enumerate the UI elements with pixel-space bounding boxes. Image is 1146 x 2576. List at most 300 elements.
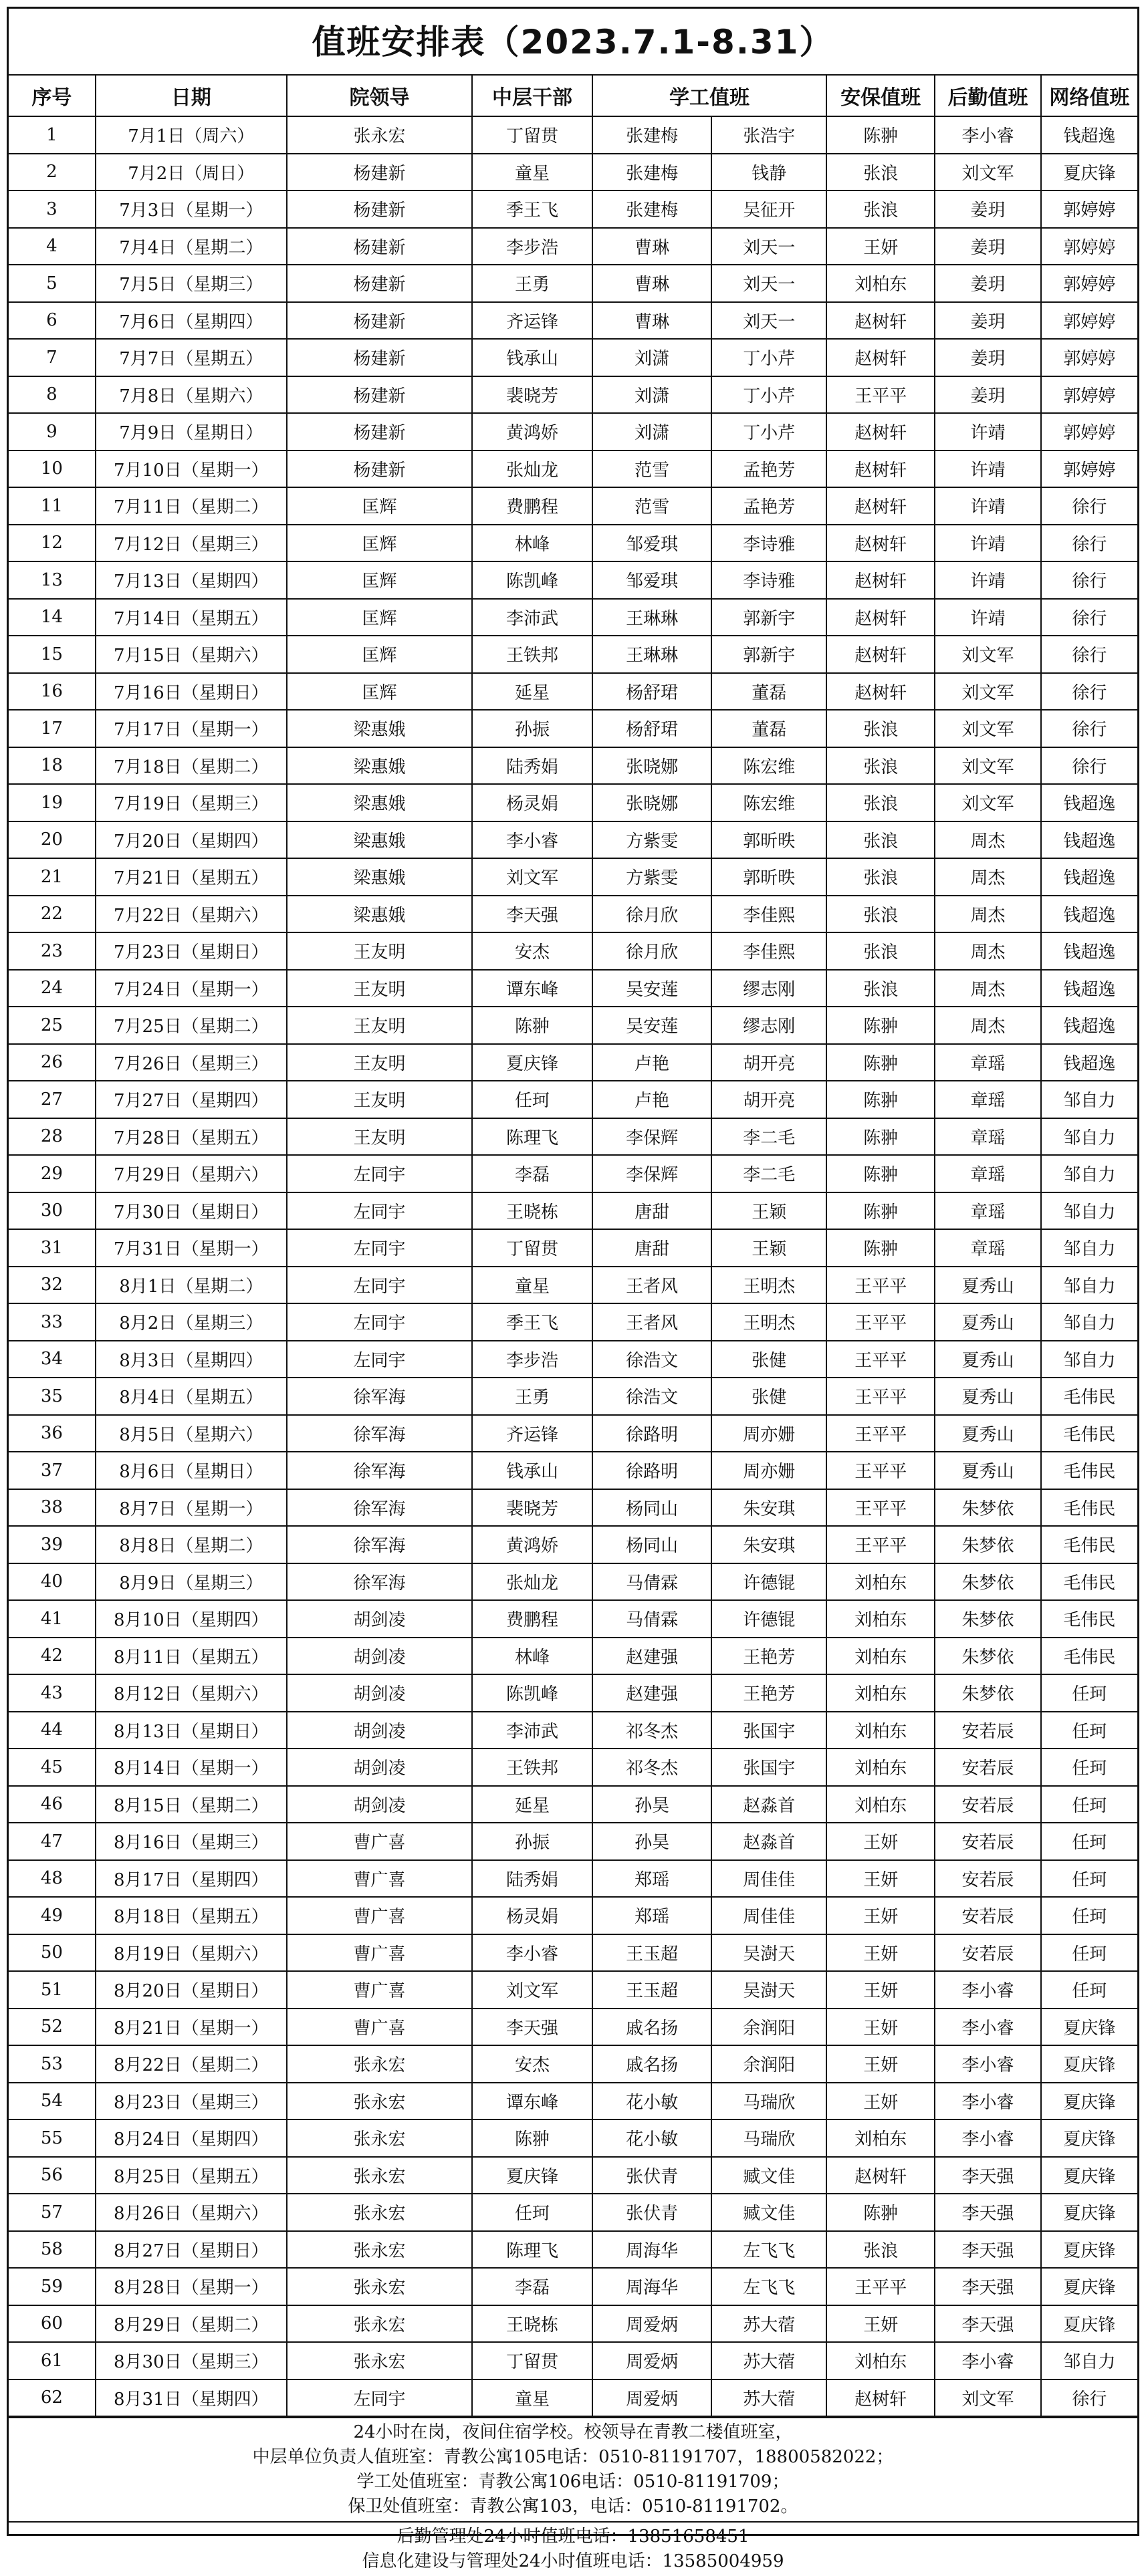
- cell-student-duty-1: 杨舒珺: [592, 710, 712, 747]
- table-row: [9, 2083, 1137, 2120]
- cell-logistics: 李小睿: [935, 2083, 1041, 2120]
- cell-student-duty-2: 臧文佳: [711, 2157, 826, 2194]
- cell-date: 7月6日（星期四）: [96, 302, 287, 340]
- cell-security: 王平平: [826, 1267, 935, 1304]
- cell-date: 7月27日（星期四）: [96, 1081, 287, 1118]
- cell-middle-cadre: 丁留贯: [472, 1229, 592, 1267]
- cell-student-duty-1: 戚名扬: [592, 2045, 712, 2083]
- cell-index: 58: [9, 2231, 96, 2269]
- cell-security: 刘柏东: [826, 2342, 935, 2379]
- cell-student-duty-1: 张建梅: [592, 190, 712, 228]
- cell-index: 60: [9, 2305, 96, 2343]
- cell-college-leader: 左同宇: [287, 1229, 472, 1267]
- cell-security: 王平平: [826, 2268, 935, 2305]
- cell-logistics: 李天强: [935, 2268, 1041, 2305]
- cell-college-leader: 张永宏: [287, 2268, 472, 2305]
- cell-network: 毛伟民: [1041, 1489, 1137, 1527]
- cell-college-leader: 张永宏: [287, 2342, 472, 2379]
- cell-student-duty-1: 周海华: [592, 2231, 712, 2269]
- cell-logistics: 安若辰: [935, 1860, 1041, 1898]
- cell-student-duty-1: 王者风: [592, 1303, 712, 1341]
- cell-middle-cadre: 陈翀: [472, 1007, 592, 1044]
- cell-index: 30: [9, 1192, 96, 1230]
- cell-security: 张浪: [826, 821, 935, 859]
- note-line: 后勤管理处24小时值班电话：13851658451: [396, 2527, 750, 2547]
- cell-student-duty-1: 李保辉: [592, 1155, 712, 1192]
- cell-security: 陈翀: [826, 2194, 935, 2231]
- cell-student-duty-2: 郭新宇: [711, 636, 826, 673]
- cell-logistics: 刘文军: [935, 2379, 1041, 2417]
- cell-index: 62: [9, 2379, 96, 2417]
- cell-student-duty-1: 杨舒珺: [592, 673, 712, 711]
- cell-college-leader: 胡剑凌: [287, 1712, 472, 1749]
- cell-middle-cadre: 张灿龙: [472, 450, 592, 488]
- table-row: [9, 1786, 1137, 1823]
- cell-student-duty-1: 王琳琳: [592, 599, 712, 636]
- cell-network: 毛伟民: [1041, 1415, 1137, 1452]
- table-row: [9, 116, 1137, 154]
- cell-student-duty-1: 郑瑶: [592, 1897, 712, 1934]
- cell-network: 邹自力: [1041, 1303, 1137, 1341]
- table-row: [9, 2268, 1137, 2305]
- cell-student-duty-2: 赵淼首: [711, 1823, 826, 1860]
- table-row: [9, 1452, 1137, 1489]
- cell-student-duty-2: 孟艳芳: [711, 450, 826, 488]
- cell-college-leader: 张永宏: [287, 116, 472, 154]
- cell-date: 8月20日（星期日）: [96, 1971, 287, 2009]
- cell-logistics: 李天强: [935, 2157, 1041, 2194]
- cell-student-duty-1: 马倩霖: [592, 1600, 712, 1638]
- cell-college-leader: 杨建新: [287, 302, 472, 340]
- cell-logistics: 安若辰: [935, 1934, 1041, 1972]
- cell-middle-cadre: 杨灵娟: [472, 784, 592, 821]
- cell-security: 刘柏东: [826, 1786, 935, 1823]
- cell-security: 陈翀: [826, 1192, 935, 1230]
- cell-date: 8月1日（星期二）: [96, 1267, 287, 1304]
- cell-college-leader: 杨建新: [287, 265, 472, 302]
- table-row: [9, 1934, 1137, 1972]
- cell-index: 38: [9, 1489, 96, 1527]
- cell-security: 赵树轩: [826, 636, 935, 673]
- cell-security: 王妍: [826, 2045, 935, 2083]
- cell-network: 钱超逸: [1041, 932, 1137, 970]
- cell-student-duty-2: 郭昕昳: [711, 858, 826, 896]
- cell-middle-cadre: 谭东峰: [472, 2083, 592, 2120]
- cell-logistics: 夏秀山: [935, 1378, 1041, 1415]
- cell-student-duty-1: 方紫雯: [592, 858, 712, 896]
- cell-college-leader: 杨建新: [287, 339, 472, 376]
- cell-index: 19: [9, 784, 96, 821]
- cell-logistics: 李小睿: [935, 2342, 1041, 2379]
- cell-college-leader: 梁惠娥: [287, 896, 472, 933]
- cell-index: 56: [9, 2157, 96, 2194]
- cell-security: 刘柏东: [826, 1638, 935, 1675]
- cell-logistics: 周杰: [935, 970, 1041, 1007]
- cell-student-duty-2: 吴澍天: [711, 1971, 826, 2009]
- cell-date: 8月10日（星期四）: [96, 1600, 287, 1638]
- cell-security: 陈翀: [826, 116, 935, 154]
- cell-college-leader: 徐军海: [287, 1526, 472, 1563]
- cell-date: 7月17日（星期一）: [96, 710, 287, 747]
- cell-logistics: 李天强: [935, 2231, 1041, 2269]
- cell-index: 55: [9, 2119, 96, 2157]
- cell-logistics: 刘文军: [935, 747, 1041, 785]
- cell-date: 8月22日（星期二）: [96, 2045, 287, 2083]
- cell-logistics: 朱梦依: [935, 1563, 1041, 1601]
- cell-student-duty-1: 曹琳: [592, 228, 712, 265]
- duty-table: [9, 76, 1137, 2417]
- cell-middle-cadre: 王晓栋: [472, 2305, 592, 2343]
- cell-student-duty-1: 徐路明: [592, 1452, 712, 1489]
- cell-college-leader: 左同宇: [287, 2379, 472, 2417]
- cell-student-duty-1: 祁冬杰: [592, 1712, 712, 1749]
- cell-date: 8月13日（星期日）: [96, 1712, 287, 1749]
- cell-logistics: 李天强: [935, 2305, 1041, 2343]
- cell-student-duty-2: 马瑞欣: [711, 2083, 826, 2120]
- cell-date: 7月11日（星期二）: [96, 487, 287, 525]
- cell-middle-cadre: 齐运锋: [472, 302, 592, 340]
- cell-middle-cadre: 王勇: [472, 265, 592, 302]
- cell-index: 1: [9, 116, 96, 154]
- cell-college-leader: 杨建新: [287, 413, 472, 450]
- table-row: [9, 302, 1137, 340]
- cell-college-leader: 胡剑凌: [287, 1638, 472, 1675]
- cell-date: 8月14日（星期一）: [96, 1749, 287, 1786]
- cell-logistics: 刘文军: [935, 784, 1041, 821]
- cell-student-duty-2: 王明杰: [711, 1303, 826, 1341]
- cell-college-leader: 梁惠娥: [287, 710, 472, 747]
- cell-date: 7月14日（星期五）: [96, 599, 287, 636]
- table-row: [9, 487, 1137, 525]
- cell-index: 40: [9, 1563, 96, 1601]
- table-row: [9, 154, 1137, 191]
- cell-college-leader: 曹广喜: [287, 1934, 472, 1972]
- cell-date: 7月5日（星期三）: [96, 265, 287, 302]
- cell-logistics: 安若辰: [935, 1786, 1041, 1823]
- header-logistics: 后勤值班: [935, 76, 1041, 116]
- table-row: [9, 1638, 1137, 1675]
- cell-network: 夏庆锋: [1041, 2009, 1137, 2046]
- cell-date: 7月13日（星期四）: [96, 561, 287, 599]
- cell-college-leader: 匡辉: [287, 561, 472, 599]
- cell-date: 8月3日（星期四）: [96, 1341, 287, 1378]
- cell-student-duty-2: 王艳芳: [711, 1638, 826, 1675]
- table-row: [9, 2231, 1137, 2269]
- cell-date: 7月25日（星期二）: [96, 1007, 287, 1044]
- cell-network: 钱超逸: [1041, 821, 1137, 859]
- cell-security: 赵树轩: [826, 450, 935, 488]
- cell-network: 任珂: [1041, 1860, 1137, 1898]
- cell-date: 8月17日（星期四）: [96, 1860, 287, 1898]
- table-row: [9, 190, 1137, 228]
- notes-section: [9, 2417, 1137, 2576]
- cell-student-duty-1: 卢艳: [592, 1044, 712, 1081]
- cell-date: 7月1日（周六）: [96, 116, 287, 154]
- cell-security: 刘柏东: [826, 1712, 935, 1749]
- cell-student-duty-1: 杨同山: [592, 1489, 712, 1527]
- cell-student-duty-2: 王颖: [711, 1229, 826, 1267]
- table-row: [9, 970, 1137, 1007]
- cell-middle-cadre: 裴晓芳: [472, 1489, 592, 1527]
- cell-middle-cadre: 童星: [472, 2379, 592, 2417]
- cell-student-duty-1: 徐月欣: [592, 932, 712, 970]
- cell-student-duty-1: 周爱炳: [592, 2342, 712, 2379]
- table-row: [9, 710, 1137, 747]
- cell-date: 7月12日（星期三）: [96, 525, 287, 562]
- cell-middle-cadre: 黄鸿娇: [472, 413, 592, 450]
- cell-date: 7月7日（星期五）: [96, 339, 287, 376]
- cell-index: 11: [9, 487, 96, 525]
- cell-security: 张浪: [826, 932, 935, 970]
- cell-index: 2: [9, 154, 96, 191]
- cell-index: 31: [9, 1229, 96, 1267]
- cell-date: 8月27日（星期日）: [96, 2231, 287, 2269]
- cell-student-duty-1: 戚名扬: [592, 2009, 712, 2046]
- cell-security: 赵树轩: [826, 599, 935, 636]
- cell-security: 张浪: [826, 154, 935, 191]
- cell-index: 17: [9, 710, 96, 747]
- cell-student-duty-1: 花小敏: [592, 2119, 712, 2157]
- cell-college-leader: 张永宏: [287, 2305, 472, 2343]
- cell-date: 8月21日（星期一）: [96, 2009, 287, 2046]
- cell-logistics: 姜玥: [935, 339, 1041, 376]
- cell-security: 王妍: [826, 2305, 935, 2343]
- cell-logistics: 朱梦依: [935, 1526, 1041, 1563]
- cell-date: 8月29日（星期二）: [96, 2305, 287, 2343]
- cell-middle-cadre: 王铁邦: [472, 636, 592, 673]
- cell-date: 7月16日（星期日）: [96, 673, 287, 711]
- table-row: [9, 265, 1137, 302]
- cell-security: 张浪: [826, 970, 935, 1007]
- cell-student-duty-2: 丁小芹: [711, 413, 826, 450]
- cell-network: 夏庆锋: [1041, 2119, 1137, 2157]
- cell-security: 刘柏东: [826, 1674, 935, 1712]
- cell-college-leader: 徐军海: [287, 1415, 472, 1452]
- cell-college-leader: 徐军海: [287, 1489, 472, 1527]
- cell-security: 张浪: [826, 784, 935, 821]
- cell-student-duty-2: 钱静: [711, 154, 826, 191]
- cell-middle-cadre: 王勇: [472, 1378, 592, 1415]
- cell-logistics: 章瑶: [935, 1229, 1041, 1267]
- cell-middle-cadre: 王晓栋: [472, 1192, 592, 1230]
- cell-security: 赵树轩: [826, 302, 935, 340]
- cell-index: 13: [9, 561, 96, 599]
- table-row: [9, 2119, 1137, 2157]
- cell-logistics: 朱梦依: [935, 1600, 1041, 1638]
- cell-logistics: 朱梦依: [935, 1638, 1041, 1675]
- cell-logistics: 周杰: [935, 821, 1041, 859]
- table-row: [9, 228, 1137, 265]
- cell-student-duty-2: 刘天一: [711, 228, 826, 265]
- cell-network: 任珂: [1041, 1823, 1137, 1860]
- cell-network: 徐行: [1041, 599, 1137, 636]
- table-row: [9, 376, 1137, 414]
- cell-security: 赵树轩: [826, 339, 935, 376]
- cell-network: 徐行: [1041, 673, 1137, 711]
- cell-network: 钱超逸: [1041, 1007, 1137, 1044]
- cell-security: 赵树轩: [826, 673, 935, 711]
- cell-student-duty-1: 王者风: [592, 1267, 712, 1304]
- cell-middle-cadre: 杨灵娟: [472, 1897, 592, 1934]
- cell-logistics: 李小睿: [935, 2045, 1041, 2083]
- cell-logistics: 章瑶: [935, 1192, 1041, 1230]
- note-line: 24小时在岗，夜间住宿学校。校领导在青教二楼值班室，: [353, 2422, 793, 2442]
- table-row: [9, 1600, 1137, 1638]
- cell-index: 44: [9, 1712, 96, 1749]
- cell-student-duty-2: 周佳佳: [711, 1860, 826, 1898]
- cell-student-duty-1: 徐浩文: [592, 1378, 712, 1415]
- cell-college-leader: 杨建新: [287, 190, 472, 228]
- cell-logistics: 姜玥: [935, 265, 1041, 302]
- cell-network: 任珂: [1041, 1674, 1137, 1712]
- cell-security: 刘柏东: [826, 2119, 935, 2157]
- table-row: [9, 1081, 1137, 1118]
- cell-college-leader: 杨建新: [287, 154, 472, 191]
- header-security: 安保值班: [826, 76, 935, 116]
- cell-middle-cadre: 李天强: [472, 896, 592, 933]
- cell-date: 8月5日（星期六）: [96, 1415, 287, 1452]
- cell-index: 36: [9, 1415, 96, 1452]
- cell-date: 7月9日（星期日）: [96, 413, 287, 450]
- cell-student-duty-2: 张国宇: [711, 1712, 826, 1749]
- cell-date: 7月4日（星期二）: [96, 228, 287, 265]
- cell-college-leader: 曹广喜: [287, 1860, 472, 1898]
- cell-date: 8月7日（星期一）: [96, 1489, 287, 1527]
- cell-date: 7月24日（星期一）: [96, 970, 287, 1007]
- cell-student-duty-2: 缪志刚: [711, 970, 826, 1007]
- cell-college-leader: 匡辉: [287, 487, 472, 525]
- cell-middle-cadre: 陈凯峰: [472, 561, 592, 599]
- cell-college-leader: 左同宇: [287, 1303, 472, 1341]
- cell-index: 49: [9, 1897, 96, 1934]
- cell-middle-cadre: 童星: [472, 1267, 592, 1304]
- cell-index: 29: [9, 1155, 96, 1192]
- cell-network: 邹自力: [1041, 1267, 1137, 1304]
- cell-college-leader: 胡剑凌: [287, 1674, 472, 1712]
- table-row: [9, 1860, 1137, 1898]
- cell-logistics: 许靖: [935, 561, 1041, 599]
- cell-student-duty-1: 曹琳: [592, 265, 712, 302]
- cell-college-leader: 张永宏: [287, 2231, 472, 2269]
- cell-date: 8月12日（星期六）: [96, 1674, 287, 1712]
- cell-date: 8月25日（星期五）: [96, 2157, 287, 2194]
- cell-student-duty-2: 左飞飞: [711, 2268, 826, 2305]
- cell-student-duty-2: 李诗雅: [711, 525, 826, 562]
- cell-logistics: 李小睿: [935, 116, 1041, 154]
- cell-security: 陈翀: [826, 1118, 935, 1156]
- cell-student-duty-2: 吴征开: [711, 190, 826, 228]
- cell-date: 8月26日（星期六）: [96, 2194, 287, 2231]
- header-date: 日期: [96, 76, 287, 116]
- cell-logistics: 安若辰: [935, 1749, 1041, 1786]
- cell-college-leader: 匡辉: [287, 673, 472, 711]
- cell-middle-cadre: 李沛武: [472, 1712, 592, 1749]
- cell-middle-cadre: 任珂: [472, 1081, 592, 1118]
- table-row: [9, 2379, 1137, 2417]
- cell-student-duty-2: 丁小芹: [711, 339, 826, 376]
- cell-middle-cadre: 陈凯峰: [472, 1674, 592, 1712]
- cell-index: 26: [9, 1044, 96, 1081]
- note-block: [9, 2521, 1137, 2576]
- cell-middle-cadre: 钱承山: [472, 339, 592, 376]
- cell-index: 20: [9, 821, 96, 859]
- cell-logistics: 夏秀山: [935, 1267, 1041, 1304]
- cell-logistics: 许靖: [935, 525, 1041, 562]
- cell-network: 毛伟民: [1041, 1452, 1137, 1489]
- cell-college-leader: 曹广喜: [287, 1971, 472, 2009]
- note-line: 保卫处值班室：青教公寓103，电话：0510-81191702。: [348, 2496, 798, 2517]
- cell-date: 8月28日（星期一）: [96, 2268, 287, 2305]
- cell-security: 王妍: [826, 2009, 935, 2046]
- cell-security: 王平平: [826, 1415, 935, 1452]
- cell-index: 23: [9, 932, 96, 970]
- cell-network: 郭婷婷: [1041, 265, 1137, 302]
- table-row: [9, 821, 1137, 859]
- cell-index: 3: [9, 190, 96, 228]
- cell-security: 王妍: [826, 1897, 935, 1934]
- cell-student-duty-2: 张健: [711, 1341, 826, 1378]
- header-network: 网络值班: [1041, 76, 1137, 116]
- cell-date: 7月28日（星期五）: [96, 1118, 287, 1156]
- cell-logistics: 周杰: [935, 858, 1041, 896]
- cell-index: 18: [9, 747, 96, 785]
- page-title: 值班安排表（2023.7.1-8.31）: [9, 9, 1137, 76]
- cell-security: 刘柏东: [826, 1600, 935, 1638]
- cell-student-duty-1: 祁冬杰: [592, 1749, 712, 1786]
- cell-student-duty-1: 张伏青: [592, 2157, 712, 2194]
- cell-network: 徐行: [1041, 2379, 1137, 2417]
- cell-student-duty-2: 王艳芳: [711, 1674, 826, 1712]
- cell-security: 陈翀: [826, 1044, 935, 1081]
- cell-middle-cadre: 谭东峰: [472, 970, 592, 1007]
- cell-student-duty-2: 陈宏维: [711, 747, 826, 785]
- cell-network: 夏庆锋: [1041, 154, 1137, 191]
- cell-date: 8月8日（星期二）: [96, 1526, 287, 1563]
- table-row: [9, 1526, 1137, 1563]
- cell-logistics: 夏秀山: [935, 1415, 1041, 1452]
- table-row: [9, 1415, 1137, 1452]
- header-index: 序号: [9, 76, 96, 116]
- cell-student-duty-1: 孙昊: [592, 1823, 712, 1860]
- cell-student-duty-1: 邹爱琪: [592, 561, 712, 599]
- cell-logistics: 刘文军: [935, 636, 1041, 673]
- table-row: [9, 1341, 1137, 1378]
- cell-network: 徐行: [1041, 487, 1137, 525]
- cell-student-duty-2: 周亦姗: [711, 1415, 826, 1452]
- cell-network: 任珂: [1041, 1971, 1137, 2009]
- cell-middle-cadre: 夏庆锋: [472, 1044, 592, 1081]
- cell-student-duty-2: 陈宏维: [711, 784, 826, 821]
- cell-college-leader: 胡剑凌: [287, 1786, 472, 1823]
- cell-middle-cadre: 李天强: [472, 2009, 592, 2046]
- cell-security: 刘柏东: [826, 265, 935, 302]
- cell-college-leader: 杨建新: [287, 228, 472, 265]
- table-row: [9, 450, 1137, 488]
- cell-date: 8月16日（星期三）: [96, 1823, 287, 1860]
- cell-index: 59: [9, 2268, 96, 2305]
- cell-security: 陈翀: [826, 1155, 935, 1192]
- cell-index: 22: [9, 896, 96, 933]
- cell-network: 郭婷婷: [1041, 450, 1137, 488]
- cell-network: 钱超逸: [1041, 896, 1137, 933]
- cell-security: 赵树轩: [826, 413, 935, 450]
- cell-index: 37: [9, 1452, 96, 1489]
- cell-logistics: 周杰: [935, 1007, 1041, 1044]
- cell-student-duty-1: 李保辉: [592, 1118, 712, 1156]
- cell-logistics: 李小睿: [935, 1971, 1041, 2009]
- cell-logistics: 朱梦依: [935, 1674, 1041, 1712]
- cell-student-duty-2: 余润阳: [711, 2045, 826, 2083]
